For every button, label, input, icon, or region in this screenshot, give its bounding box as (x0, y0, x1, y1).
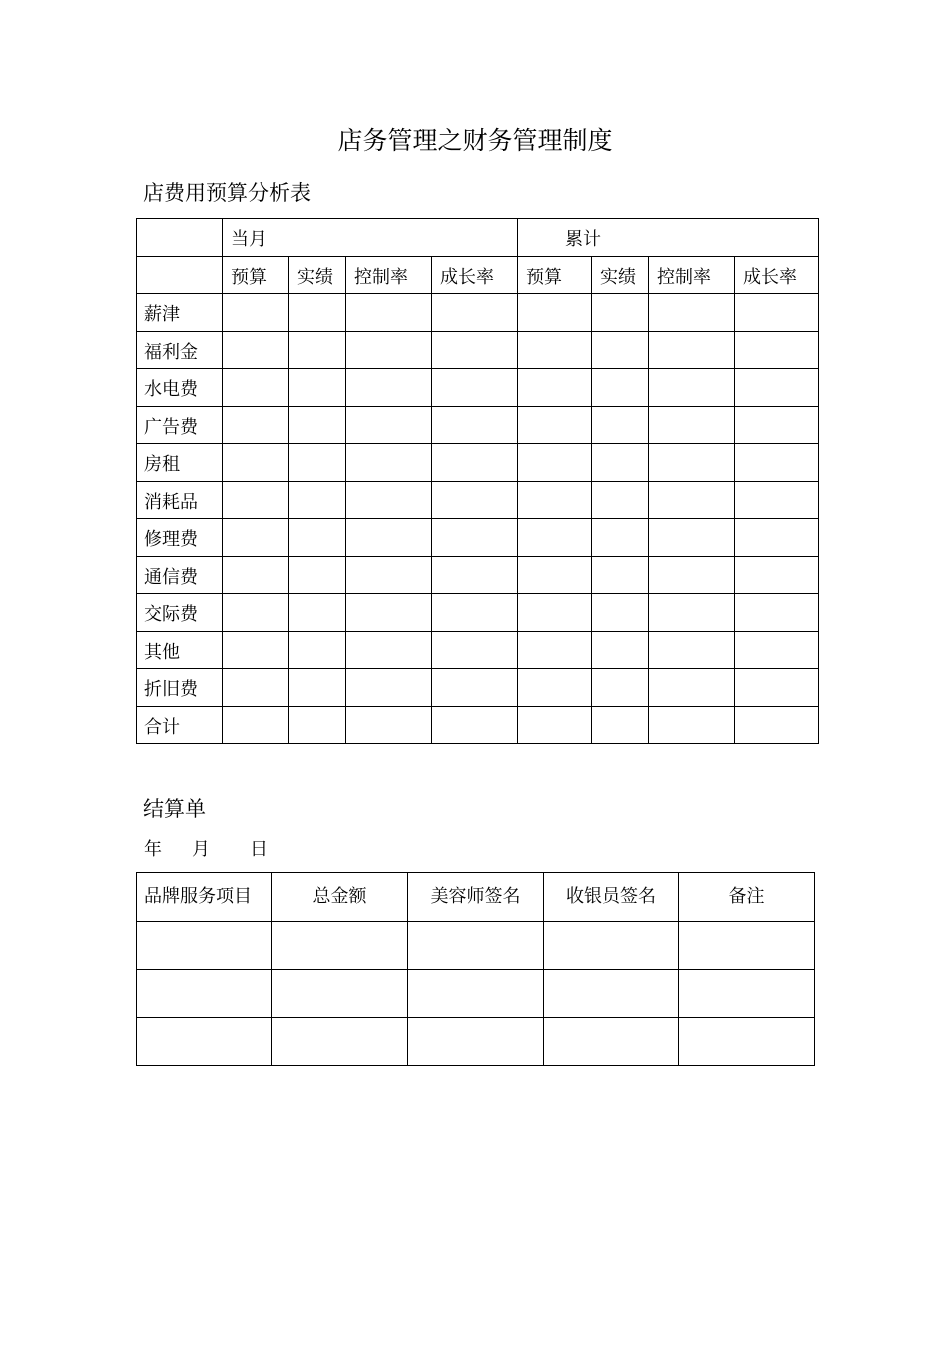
input-cell[interactable] (679, 922, 815, 970)
input-cell[interactable] (223, 631, 289, 669)
input-cell[interactable] (649, 519, 735, 557)
budget-row (137, 481, 819, 519)
budget-row (137, 406, 819, 444)
budget-row (137, 706, 819, 744)
input-cell[interactable] (346, 706, 432, 744)
input-cell[interactable] (518, 594, 592, 632)
input-cell[interactable] (518, 481, 592, 519)
input-cell[interactable] (735, 444, 819, 482)
column-header: 收银员签名 (544, 873, 679, 922)
input-cell[interactable] (735, 294, 819, 332)
date-day-label: 日 (250, 839, 268, 860)
input-cell[interactable] (408, 922, 544, 970)
input-cell[interactable] (432, 481, 518, 519)
budget-row (137, 369, 819, 407)
input-cell[interactable] (735, 519, 819, 557)
input-cell[interactable] (289, 669, 346, 707)
input-cell[interactable] (432, 556, 518, 594)
input-cell[interactable] (346, 369, 432, 407)
input-cell[interactable] (649, 631, 735, 669)
corner-cell (137, 256, 223, 294)
budget-row (137, 669, 819, 707)
input-cell[interactable] (346, 594, 432, 632)
input-cell[interactable] (679, 1018, 815, 1066)
input-cell[interactable] (592, 631, 649, 669)
date-year-label: 年 (144, 839, 162, 860)
column-header: 实绩 (289, 256, 346, 294)
input-cell[interactable] (432, 594, 518, 632)
input-cell[interactable] (137, 970, 272, 1018)
budget-row (137, 444, 819, 482)
input-cell[interactable] (649, 669, 735, 707)
input-cell[interactable] (649, 406, 735, 444)
input-cell[interactable] (592, 556, 649, 594)
input-cell[interactable] (346, 331, 432, 369)
input-cell[interactable] (649, 706, 735, 744)
input-cell[interactable] (592, 406, 649, 444)
column-header: 品牌服务项目 (137, 873, 272, 922)
budget-row (137, 556, 819, 594)
column-header: 备注 (679, 873, 815, 922)
settlement-header-row (137, 873, 815, 922)
input-cell[interactable] (346, 519, 432, 557)
budget-table-title: 店费用预算分析表 (143, 181, 311, 205)
input-cell[interactable] (289, 331, 346, 369)
input-cell[interactable] (432, 406, 518, 444)
input-cell[interactable] (432, 294, 518, 332)
input-cell[interactable] (346, 669, 432, 707)
input-cell[interactable] (518, 631, 592, 669)
input-cell[interactable] (432, 369, 518, 407)
input-cell[interactable] (735, 331, 819, 369)
budget-row (137, 519, 819, 557)
column-header-row (137, 256, 819, 294)
row-label: 合计 (137, 706, 223, 744)
input-cell[interactable] (649, 294, 735, 332)
input-cell[interactable] (544, 1018, 679, 1066)
input-cell[interactable] (592, 294, 649, 332)
budget-row (137, 331, 819, 369)
column-header: 控制率 (649, 256, 735, 294)
row-label: 修理费 (137, 519, 223, 557)
input-cell[interactable] (592, 444, 649, 482)
budget-row (137, 594, 819, 632)
input-cell[interactable] (289, 594, 346, 632)
input-cell[interactable] (544, 970, 679, 1018)
row-label: 交际费 (137, 594, 223, 632)
row-label: 通信费 (137, 556, 223, 594)
group-header-current-month: 当月 (223, 219, 518, 257)
input-cell[interactable] (735, 556, 819, 594)
input-cell[interactable] (272, 922, 408, 970)
column-header: 成长率 (735, 256, 819, 294)
column-header: 成长率 (432, 256, 518, 294)
input-cell[interactable] (223, 669, 289, 707)
corner-cell (137, 219, 223, 257)
input-cell[interactable] (592, 481, 649, 519)
page-title: 店务管理之财务管理制度 (337, 126, 613, 155)
input-cell[interactable] (289, 556, 346, 594)
input-cell[interactable] (289, 444, 346, 482)
input-cell[interactable] (592, 519, 649, 557)
row-label: 广告费 (137, 406, 223, 444)
input-cell[interactable] (289, 519, 346, 557)
input-cell[interactable] (592, 331, 649, 369)
input-cell[interactable] (432, 706, 518, 744)
input-cell[interactable] (432, 444, 518, 482)
input-cell[interactable] (223, 369, 289, 407)
column-header: 预算 (518, 256, 592, 294)
input-cell[interactable] (223, 594, 289, 632)
input-cell[interactable] (518, 406, 592, 444)
input-cell[interactable] (223, 519, 289, 557)
input-cell[interactable] (346, 406, 432, 444)
input-cell[interactable] (272, 970, 408, 1018)
input-cell[interactable] (518, 706, 592, 744)
input-cell[interactable] (289, 294, 346, 332)
settlement-table (136, 872, 815, 1066)
input-cell[interactable] (137, 922, 272, 970)
budget-analysis-table (136, 218, 819, 744)
input-cell[interactable] (289, 706, 346, 744)
settlement-row (137, 1018, 815, 1066)
input-cell[interactable] (592, 669, 649, 707)
input-cell[interactable] (289, 369, 346, 407)
input-cell[interactable] (735, 631, 819, 669)
input-cell[interactable] (432, 631, 518, 669)
settlement-row (137, 970, 815, 1018)
column-header: 预算 (223, 256, 289, 294)
row-label: 其他 (137, 631, 223, 669)
settlement-row (137, 922, 815, 970)
budget-table-body (137, 294, 819, 744)
input-cell[interactable] (289, 406, 346, 444)
input-cell[interactable] (408, 1018, 544, 1066)
input-cell[interactable] (735, 669, 819, 707)
input-cell[interactable] (223, 556, 289, 594)
input-cell[interactable] (346, 631, 432, 669)
group-header-cumulative: 累计 (518, 219, 819, 257)
input-cell[interactable] (408, 970, 544, 1018)
input-cell[interactable] (518, 444, 592, 482)
input-cell[interactable] (735, 594, 819, 632)
input-cell[interactable] (649, 444, 735, 482)
input-cell[interactable] (432, 519, 518, 557)
row-label: 消耗品 (137, 481, 223, 519)
row-label: 房租 (137, 444, 223, 482)
row-label: 福利金 (137, 331, 223, 369)
input-cell[interactable] (346, 294, 432, 332)
input-cell[interactable] (289, 631, 346, 669)
input-cell[interactable] (735, 369, 819, 407)
input-cell[interactable] (346, 444, 432, 482)
input-cell[interactable] (735, 706, 819, 744)
input-cell[interactable] (272, 1018, 408, 1066)
input-cell[interactable] (518, 331, 592, 369)
row-label: 薪津 (137, 294, 223, 332)
input-cell[interactable] (137, 1018, 272, 1066)
input-cell[interactable] (518, 556, 592, 594)
input-cell[interactable] (518, 669, 592, 707)
settlement-title: 结算单 (143, 797, 206, 821)
column-header: 控制率 (346, 256, 432, 294)
row-label: 水电费 (137, 369, 223, 407)
input-cell[interactable] (544, 922, 679, 970)
budget-row (137, 294, 819, 332)
input-cell[interactable] (592, 369, 649, 407)
input-cell[interactable] (346, 481, 432, 519)
input-cell[interactable] (223, 294, 289, 332)
input-cell[interactable] (592, 706, 649, 744)
budget-row (137, 631, 819, 669)
row-label: 折旧费 (137, 669, 223, 707)
input-cell[interactable] (289, 481, 346, 519)
input-cell[interactable] (649, 331, 735, 369)
input-cell[interactable] (518, 294, 592, 332)
input-cell[interactable] (518, 519, 592, 557)
input-cell[interactable] (432, 669, 518, 707)
group-header-row (137, 219, 819, 257)
input-cell[interactable] (223, 444, 289, 482)
input-cell[interactable] (649, 481, 735, 519)
date-month-label: 月 (192, 839, 210, 860)
input-cell[interactable] (432, 331, 518, 369)
input-cell[interactable] (735, 481, 819, 519)
input-cell[interactable] (223, 706, 289, 744)
column-header: 美容师签名 (408, 873, 544, 922)
input-cell[interactable] (346, 556, 432, 594)
column-header: 实绩 (592, 256, 649, 294)
date-line (144, 838, 268, 862)
input-cell[interactable] (679, 970, 815, 1018)
input-cell[interactable] (223, 406, 289, 444)
input-cell[interactable] (735, 406, 819, 444)
input-cell[interactable] (518, 369, 592, 407)
column-header: 总金额 (272, 873, 408, 922)
input-cell[interactable] (649, 556, 735, 594)
input-cell[interactable] (649, 594, 735, 632)
input-cell[interactable] (223, 481, 289, 519)
input-cell[interactable] (649, 369, 735, 407)
input-cell[interactable] (592, 594, 649, 632)
input-cell[interactable] (223, 331, 289, 369)
